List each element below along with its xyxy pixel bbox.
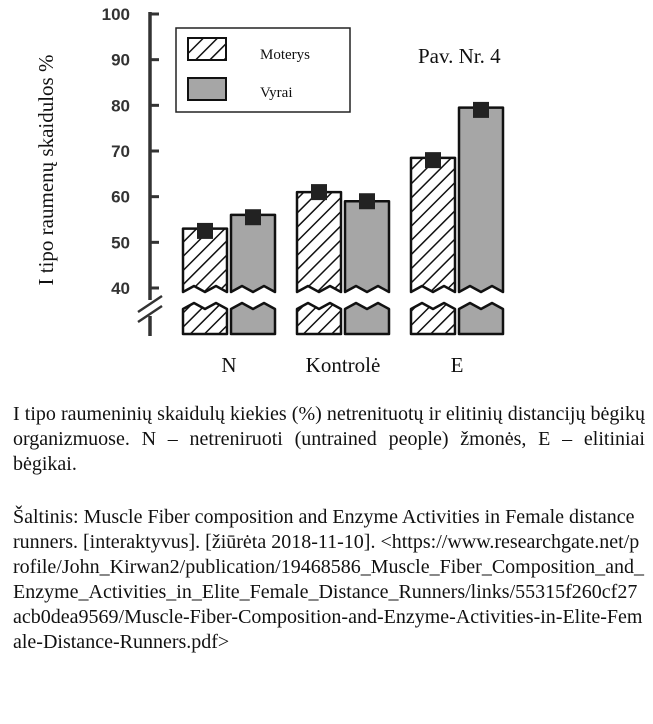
y-axis-label: I tipo raumenų skaidulos %: [34, 54, 58, 286]
x-category-label: Kontrolė: [305, 353, 381, 377]
x-category-label: N: [221, 353, 237, 377]
bar-stub-moterys-2: [411, 303, 455, 334]
bar-stub-vyrai-2: [459, 303, 503, 334]
y-tick-label: 60: [111, 187, 130, 207]
bar-vyrai-1: [345, 201, 389, 292]
legend-swatch-moterys: [188, 38, 226, 60]
error-marker: [245, 209, 261, 225]
y-tick-label: 90: [111, 50, 130, 70]
y-axis: [102, 5, 162, 336]
y-tick-label: 50: [111, 233, 130, 253]
legend-swatch-vyrai: [188, 78, 226, 100]
bar-stub-moterys-1: [297, 303, 341, 334]
legend: [176, 28, 350, 112]
y-tick-label: 100: [101, 5, 130, 24]
bar-moterys-1: [297, 192, 341, 292]
bar-moterys-2: [411, 158, 455, 292]
x-category-label: E: [450, 353, 464, 377]
category-labels: [221, 353, 463, 377]
error-marker: [473, 102, 489, 118]
figure-source: Šaltinis: Muscle Fiber composition and Enzyme Activities in Female distance runners. [interaktyvus]. [žiūrėta 2018-11-10]. <https://www.researchgate.net/profile/John_Kirwan2/publication/19468586_Muscle_Fiber_Composition_and_Enzyme_Activities_in_Elite_Female_Distance_Runners/links/55315f260cf27acb0dea9569/Muscle-Fiber-Composition-and-Enzyme-Activities-in-Elite-Female-Distance-Runners.pdf>: [13, 506, 645, 653]
y-tick-label: 70: [111, 142, 130, 161]
bars-group: [183, 102, 503, 334]
bar-stub-vyrai-1: [345, 303, 389, 334]
error-marker: [425, 152, 441, 168]
y-tick-label: 40: [111, 279, 130, 298]
error-marker: [197, 223, 213, 239]
figure-note: Pav. Nr. 4: [418, 44, 501, 68]
error-marker: [311, 184, 327, 200]
y-tick-label: 80: [111, 96, 130, 116]
legend-label-moterys: Moterys: [260, 47, 310, 63]
figure-caption: I tipo raumeninių skaidulų kiekies (%) netrenituotų ir elitinių distancijų bėgikų organizmuose. N – netreniruoti (untrained people) žmonės, E – elitiniai bėgikai.: [13, 403, 645, 475]
bar-vyrai-0: [231, 215, 275, 292]
bar-stub-moterys-0: [183, 303, 227, 334]
bar-vyrai-2: [459, 108, 503, 292]
bar-stub-vyrai-0: [231, 303, 275, 334]
error-marker: [359, 193, 375, 209]
legend-label-vyrai: Vyrai: [260, 85, 293, 101]
